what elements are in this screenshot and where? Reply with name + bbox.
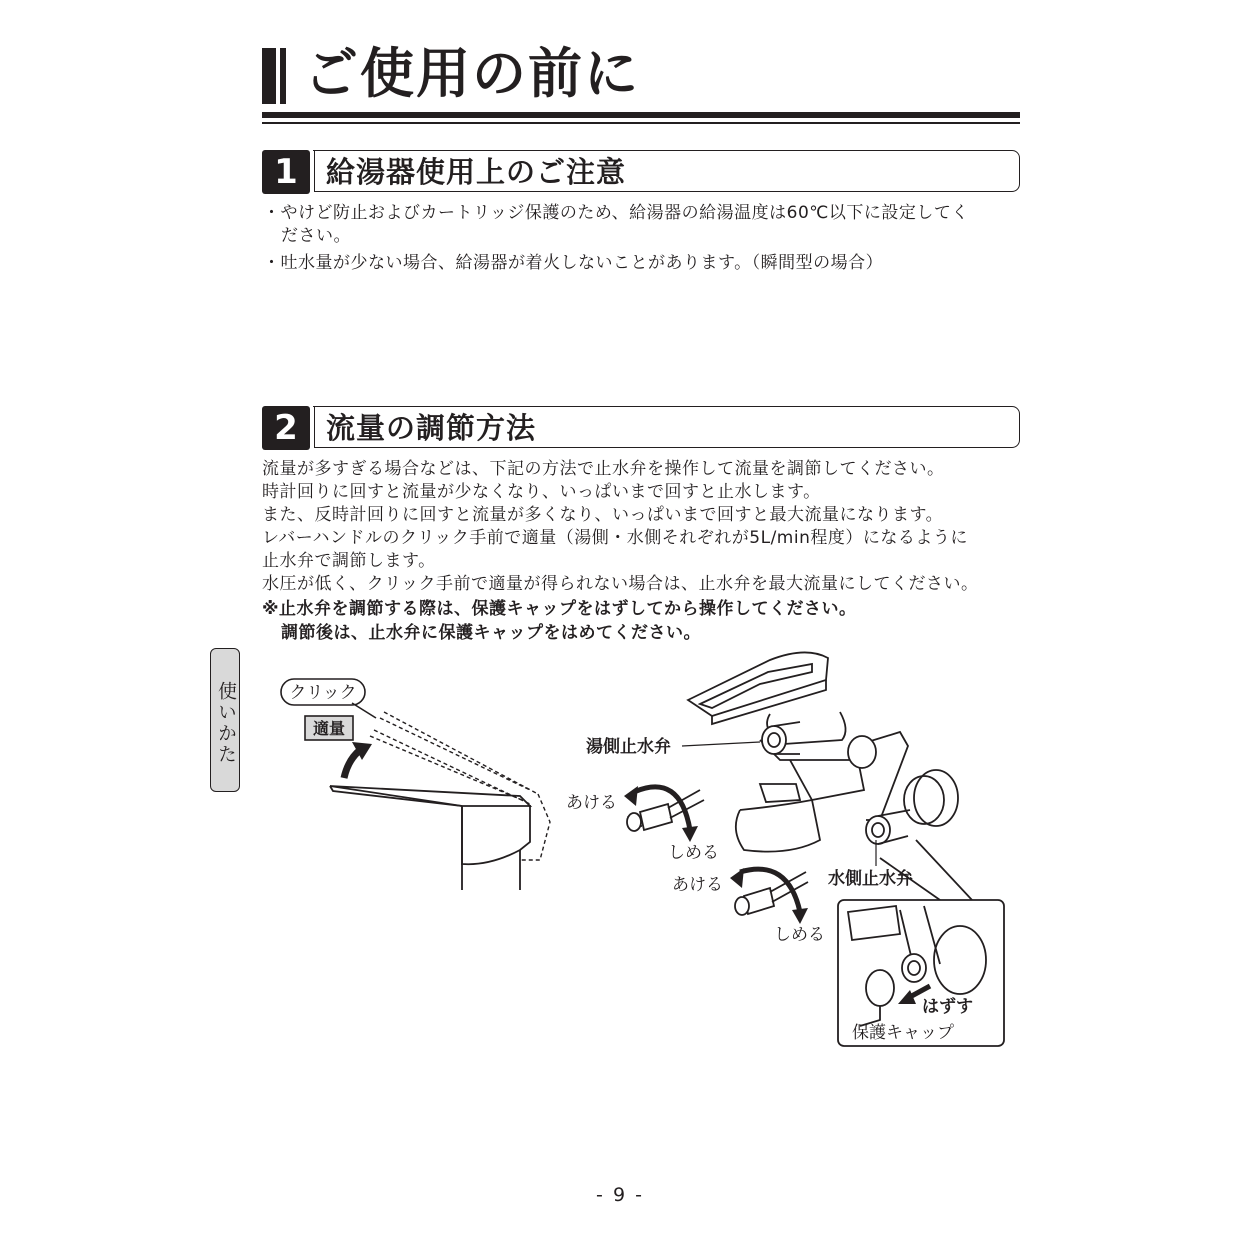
side-tab-label: 使いかた (215, 681, 237, 765)
cap-label: 保護キャップ (852, 1023, 954, 1043)
click-label: クリック (289, 683, 357, 703)
section2-line-4: レバーハンドルのクリック手前で適量（湯側・水側それぞれが5L/min程度）になるように (262, 528, 968, 548)
section2-line-2: 時計回りに回すと流量が少なくなり、いっぱいまで回すと止水します。 (262, 482, 821, 502)
lever-raise-arrow (344, 750, 360, 778)
section2-line-6: 水圧が低く、クリック手前で適量が得られない場合は、止水弁を最大流量にしてください。 (262, 574, 979, 594)
click-bubble-pointer (352, 703, 376, 718)
cold-valve-label: 水側止水弁 (828, 869, 913, 889)
open-label-2: あける (672, 875, 723, 895)
open-arrowhead-1 (624, 786, 638, 806)
section2-number: 2 (262, 406, 310, 450)
section2-note-2: 調節後は、止水弁に保護キャップをはめてください。 (281, 623, 701, 643)
section2-note-1: ※止水弁を調節する際は、保護キャップをはずしてから操作してください。 (262, 599, 857, 619)
proper-amount-label: 適量 (312, 719, 346, 738)
remove-label: はずす (922, 997, 973, 1017)
section2-heading: 流量の調節方法 (326, 411, 537, 445)
section2-line-3: また、反時計回りに回すと流量が多くなり、いっぱいまで回すと最大流量になります。 (262, 505, 944, 525)
close-arrowhead-2 (792, 908, 808, 924)
lever-faucet-illustration (330, 712, 550, 890)
hot-valve-leader (682, 742, 760, 746)
hot-valve-label: 湯側止水弁 (586, 737, 671, 757)
section1-number: 1 (262, 150, 310, 194)
section1-bullet-2: ・吐水量が少ない場合、給湯器が着火しないことがあります。（瞬間型の場合） (263, 253, 884, 273)
section1-bullet-1-cont: ださい。 (281, 226, 351, 246)
open-label-1: あける (566, 793, 617, 813)
section2-line-5: 止水弁で調節します。 (262, 551, 436, 571)
page-number: - 9 - (596, 1184, 644, 1206)
close-label-1: しめる (668, 843, 719, 863)
page-title: ご使用の前に (304, 42, 640, 105)
section1-bullet-1: ・やけど防止およびカートリッジ保護のため、給湯器の給湯温度は60℃以下に設定してく (263, 203, 969, 223)
close-arrowhead-1 (682, 826, 698, 842)
close-label-2: しめる (774, 925, 825, 945)
section2-line-1: 流量が多すぎる場合などは、下記の方法で止水弁を操作して流量を調節してください。 (262, 459, 945, 479)
open-arrowhead-2 (730, 868, 744, 888)
section1-heading: 給湯器使用上のご注意 (326, 155, 627, 189)
